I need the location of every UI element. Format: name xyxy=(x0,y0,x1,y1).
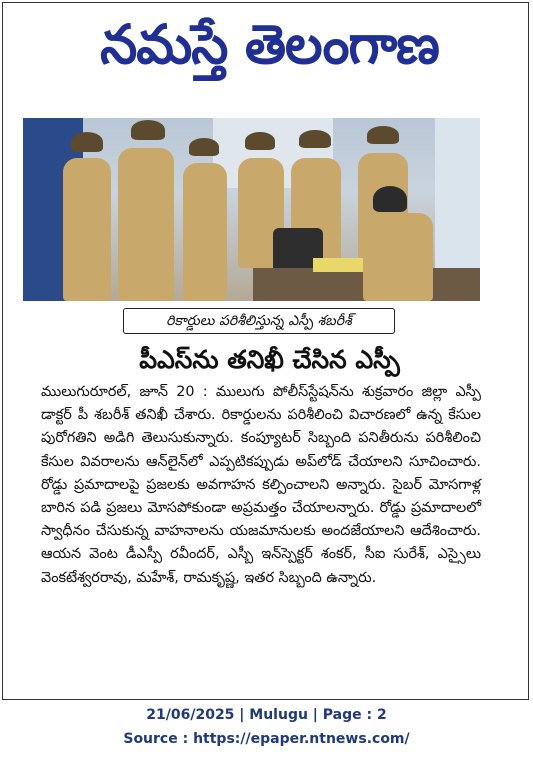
photo-seated-officer xyxy=(363,213,433,301)
photo-officer xyxy=(118,148,174,301)
photo-head xyxy=(373,186,407,212)
photo-cap xyxy=(71,132,103,152)
photo-cap xyxy=(299,130,331,148)
source-line: Source : https://epaper.ntnews.com/ xyxy=(123,731,410,747)
photo-cap xyxy=(131,120,165,140)
photo-cap xyxy=(367,126,399,144)
photo-caption: రికార్డులు పరిశీలిస్తున్న ఎస్పీ శబరీశ్ xyxy=(123,308,395,334)
newspaper-masthead: నమస్తే తెలంగాణ xyxy=(100,13,439,76)
date-line: 21/06/2025 | Mulugu | Page : 2 xyxy=(146,707,387,723)
news-photo xyxy=(23,118,480,301)
photo-officer xyxy=(183,163,227,301)
photo-cap xyxy=(245,132,275,150)
article-body: ములుగురూరల్, జూన్ 20 : ములుగు పోలీస్‌స్టేషన్‌ను శుక్రవారం జిల్లా ఎస్పీ డాక్టర్ పీ శబరీశ్ తనిఖీ చేశారు. రికార్డులను పరిశీలించి విచారణలో ఉన్న కేసుల పురోగతిని అడిగి తెలుసుకున్నారు. కంప్యూటర్ సిబ్బంది పనితీరును పరిశీలించి కేసుల వివరాలను ఆన్‌లైన్‌లో ఎప్పటికప్పుడు అప్‌లోడ్ చేయాలని సూచించారు. రోడ్డు ప్రమాదాలపై ప్రజలకు అవగాహన కల్పించాలని అన్నారు. సైబర్ మోసగాళ్ల బారిన పడి ప్రజలు మోసపోకుండా అప్రమత్తం చేయాలన్నారు. రోడ్డు ప్రమాదాలలో స్వాధీనం చేసుకున్న వాహనాలను యజమానులకు అందజేయాలని ఆదేశించారు. ఆయన వెంట డీఎస్పీ రవీందర్, ఎస్బీ ఇన్‌స్పెక్టర్ శంకర్, సీఐ సురేశ్, ఎస్సైలు వెంకటేశ్వరరావు, మహేశ్, రామకృష్ణ, ఇతర సిబ్బంది ఉన్నారు. xyxy=(41,384,481,586)
photo-cap xyxy=(189,138,219,156)
clipping-frame xyxy=(2,2,529,700)
photo-officer xyxy=(63,158,111,301)
article-headline: పీఎస్‌ను తనిఖీ చేసిన ఎస్పీ xyxy=(139,345,400,374)
